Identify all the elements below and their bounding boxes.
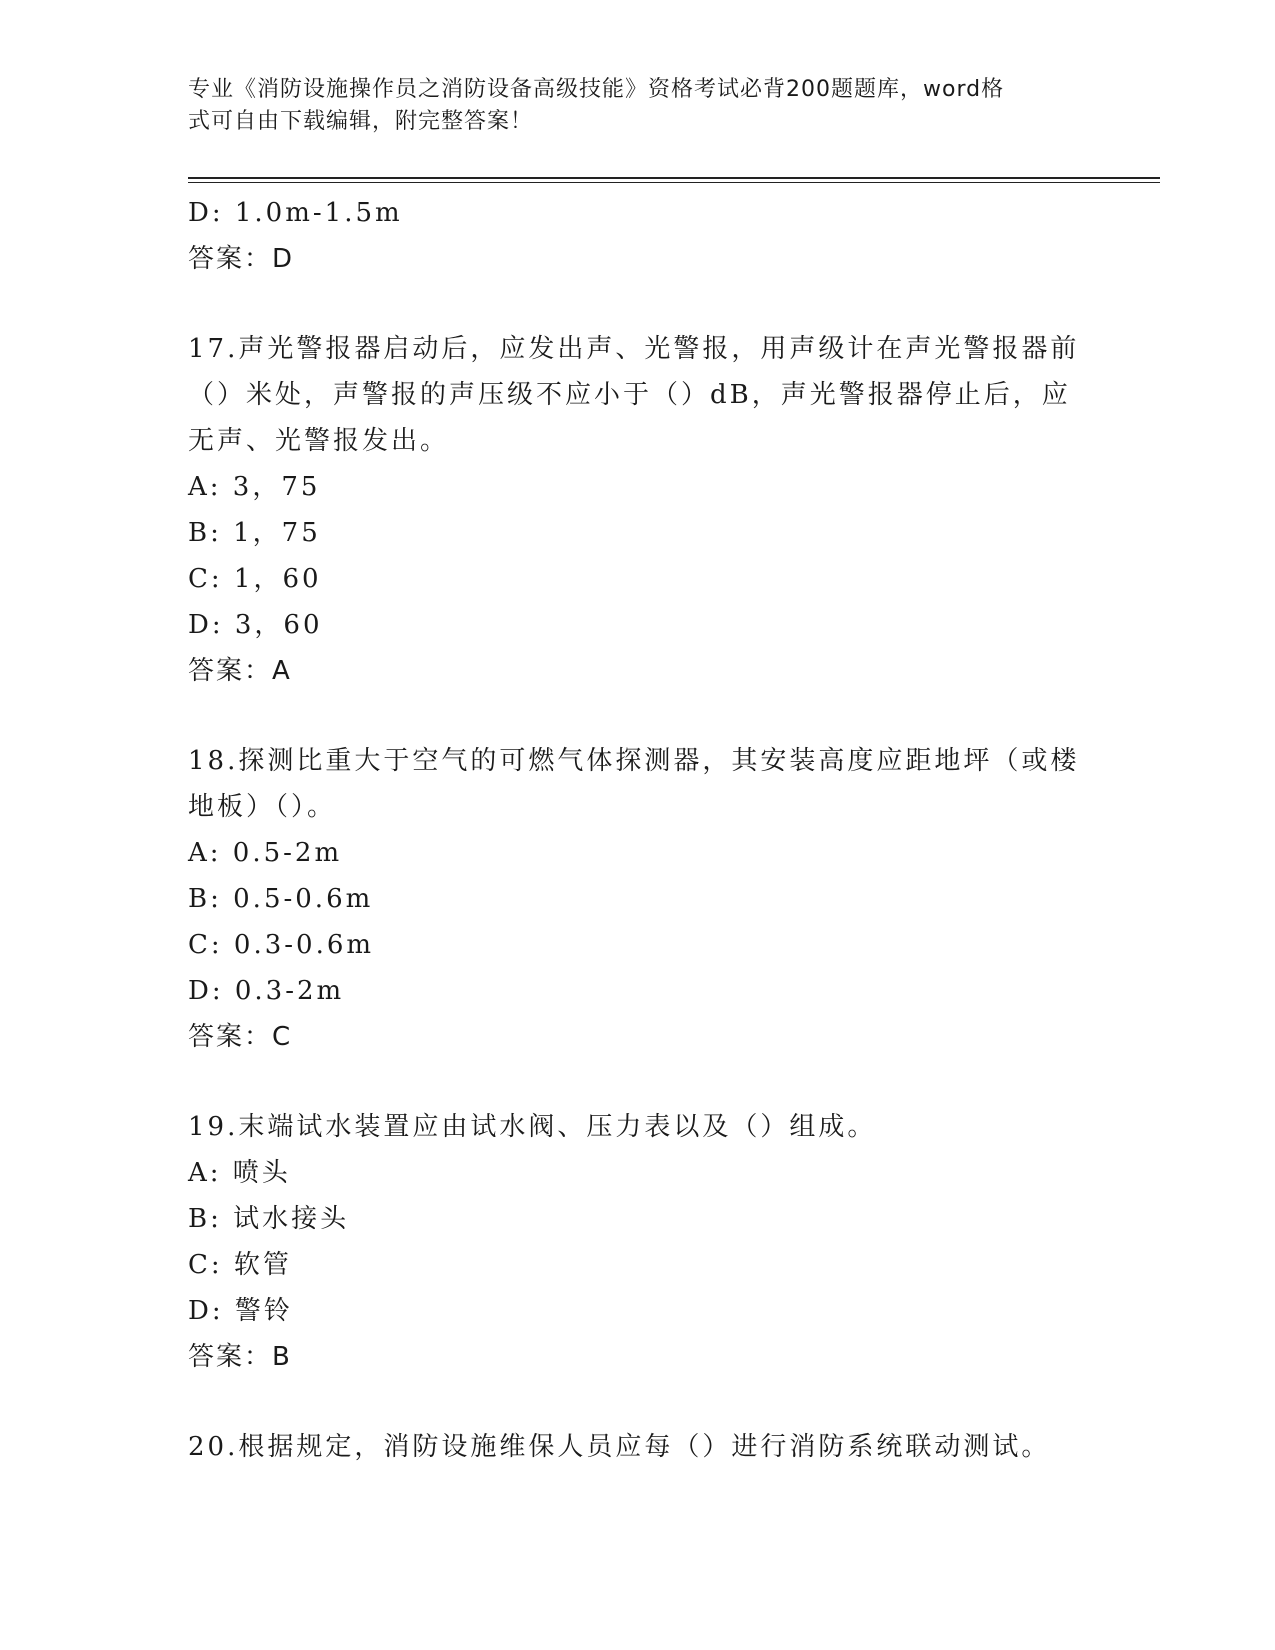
answer-line: 答案：B [188, 1342, 292, 1372]
header-line-1: 专业《消防设施操作员之消防设备高级技能》资格考试必背200题题库，word格 [188, 77, 1005, 102]
document-header [188, 74, 1068, 138]
question-content [188, 190, 1088, 1470]
option-a: A: 3，75 [188, 472, 321, 502]
header-line-2: 式可自由下载编辑，附完整答案！ [188, 109, 534, 134]
question-stem: 地板）（）。 [188, 792, 337, 822]
option-b: B: 0.5-0.6m [188, 884, 374, 914]
option-c: C: 0.3-0.6m [188, 930, 375, 960]
option-d: D: 警铃 [188, 1296, 293, 1326]
answer-line: 答案：A [188, 656, 292, 686]
answer-line: 答案：C [188, 1022, 293, 1052]
spacer [188, 1060, 1088, 1104]
spacer [188, 282, 1088, 326]
option-c: C: 1，60 [188, 564, 322, 594]
option-d: D: 3，60 [188, 610, 323, 640]
question-stem: （）米处，声警报的声压级不应小于（）dB，声光警报器停止后，应 [188, 380, 1071, 410]
spacer [188, 694, 1088, 738]
question-19 [188, 1104, 1088, 1380]
header-rule-thin [188, 182, 1160, 183]
header-rule-thick [188, 177, 1160, 179]
question-20 [188, 1424, 1088, 1470]
option-a: A: 喷头 [188, 1158, 291, 1188]
question-16-tail [188, 190, 1088, 282]
question-stem: 19.末端试水装置应由试水阀、压力表以及（）组成。 [188, 1112, 877, 1142]
option-b: B: 试水接头 [188, 1204, 350, 1234]
option-d: D: 0.3-2m [188, 976, 345, 1006]
option-c: C: 软管 [188, 1250, 292, 1280]
question-stem: 18.探测比重大于空气的可燃气体探测器，其安装高度应距地坪（或楼 [188, 746, 1080, 776]
answer-line: 答案：D [188, 244, 295, 274]
option-b: B: 1，75 [188, 518, 321, 548]
question-stem: 17.声光警报器启动后，应发出声、光警报，用声级计在声光警报器前 [188, 334, 1080, 364]
question-18 [188, 738, 1088, 1060]
option-d: D: 1.0m-1.5m [188, 198, 403, 228]
spacer [188, 1380, 1088, 1424]
question-stem: 无声、光警报发出。 [188, 426, 450, 456]
question-17 [188, 326, 1088, 694]
question-stem: 20.根据规定，消防设施维保人员应每（）进行消防系统联动测试。 [188, 1432, 1051, 1462]
option-a: A: 0.5-2m [188, 838, 343, 868]
